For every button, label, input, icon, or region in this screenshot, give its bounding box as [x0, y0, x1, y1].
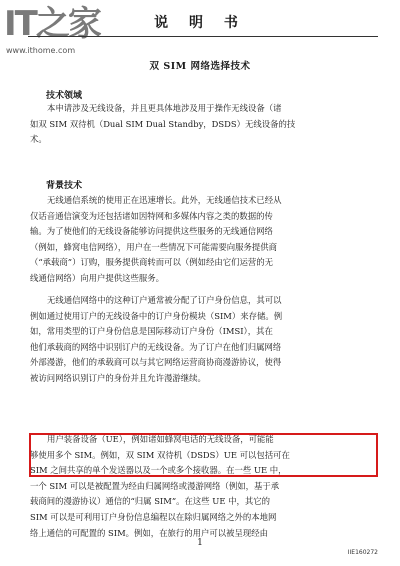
text-line: SIM 可以是可利用订户身份信息编程以在除归属网络之外的本地网 — [30, 511, 277, 522]
section-heading-technical-field: 技术领域 — [46, 91, 83, 101]
header-divider — [28, 36, 378, 37]
document-title: 双 SIM 网络选择技术 — [149, 61, 251, 72]
text-line: 用户装备设备（UE），例如诸如蜂窝电话的无线设备，可能能 — [47, 434, 274, 444]
text-line: 线通信网络）向用户提供这些服务。 — [30, 272, 164, 283]
section-heading-background: 背景技术 — [46, 181, 83, 191]
text-line: 被访问网络识别订户的身份并且允许漫游继续。 — [30, 372, 206, 383]
text-line: SIM 之间共享的单个发送器以及一个或多个接收器。在一些 UE 中， — [30, 465, 287, 476]
document-code: IIE160272 — [347, 549, 378, 556]
ithome-url: www.ithome.com — [6, 46, 76, 55]
text-line: 络上通信的可配置的 SIM。例如，在旅行的用户可以被呈现经由 — [30, 527, 269, 538]
paragraph-background-2 — [30, 293, 376, 387]
text-line: 如，常用类型的订户身份信息是国际移动订户身份（IMSI），其在 — [30, 326, 273, 337]
text-line: 本申请涉及无线设备，并且更具体地涉及用于操作无线设备（诸 — [47, 103, 282, 113]
text-line: 例如通过使用订户的无线设备中的订户身份模块（SIM）来存储。例 — [30, 310, 283, 321]
text-line: 术。 — [30, 134, 47, 145]
paragraph-technical-field — [30, 101, 376, 148]
text-line: 无线通信网络中的这种订户通常被分配了订户身份信息，其可以 — [47, 295, 282, 305]
text-line: 一个 SIM 可以是被配置为经由归属网络或漫游网络（例如，基于承 — [30, 480, 280, 491]
highlight-annotation-box — [29, 433, 378, 477]
text-line: （“承载商”）订购，服务提供商转而可以（例如经由它们运营的无 — [30, 257, 274, 268]
text-line: 仅话音通信演变为还包括诸如因特网和多媒体内容之类的数据的传 — [30, 210, 273, 221]
text-line: 够使用多个 SIM。例如，双 SIM 双待机（DSDS）UE 可以包括可在 — [30, 449, 290, 460]
text-line: （例如，蜂窝电信网络），用户在一些情况下可能需要向服务提供商 — [30, 241, 278, 252]
paragraph-background-1 — [30, 193, 376, 287]
text-line: 如双 SIM 双待机（Dual SIM Dual Standby，DSDS）无线设备的技 — [30, 118, 296, 129]
page-number: 1 — [197, 538, 203, 548]
header-title: 说 明 书 — [154, 15, 246, 31]
text-line: 载商间的漫游协议）通信的“归属 SIM”。在这些 UE 中，其它的 — [30, 496, 270, 507]
text-line: 无线通信系统的使用正在迅速增长。此外，无线通信技术已经从 — [47, 195, 282, 205]
ithome-logo: IT之家 — [4, 4, 100, 44]
text-line: 输。为了使他们的无线设备能够访问提供这些服务的无线通信网络 — [30, 226, 273, 237]
text-line: 他们承载商的网络中识别订户的无线设备。为了订户在他们归属网络 — [30, 341, 282, 352]
text-line: 外部漫游，他们的承载商可以与其它网络运营商协商漫游协议，使得 — [30, 357, 282, 368]
